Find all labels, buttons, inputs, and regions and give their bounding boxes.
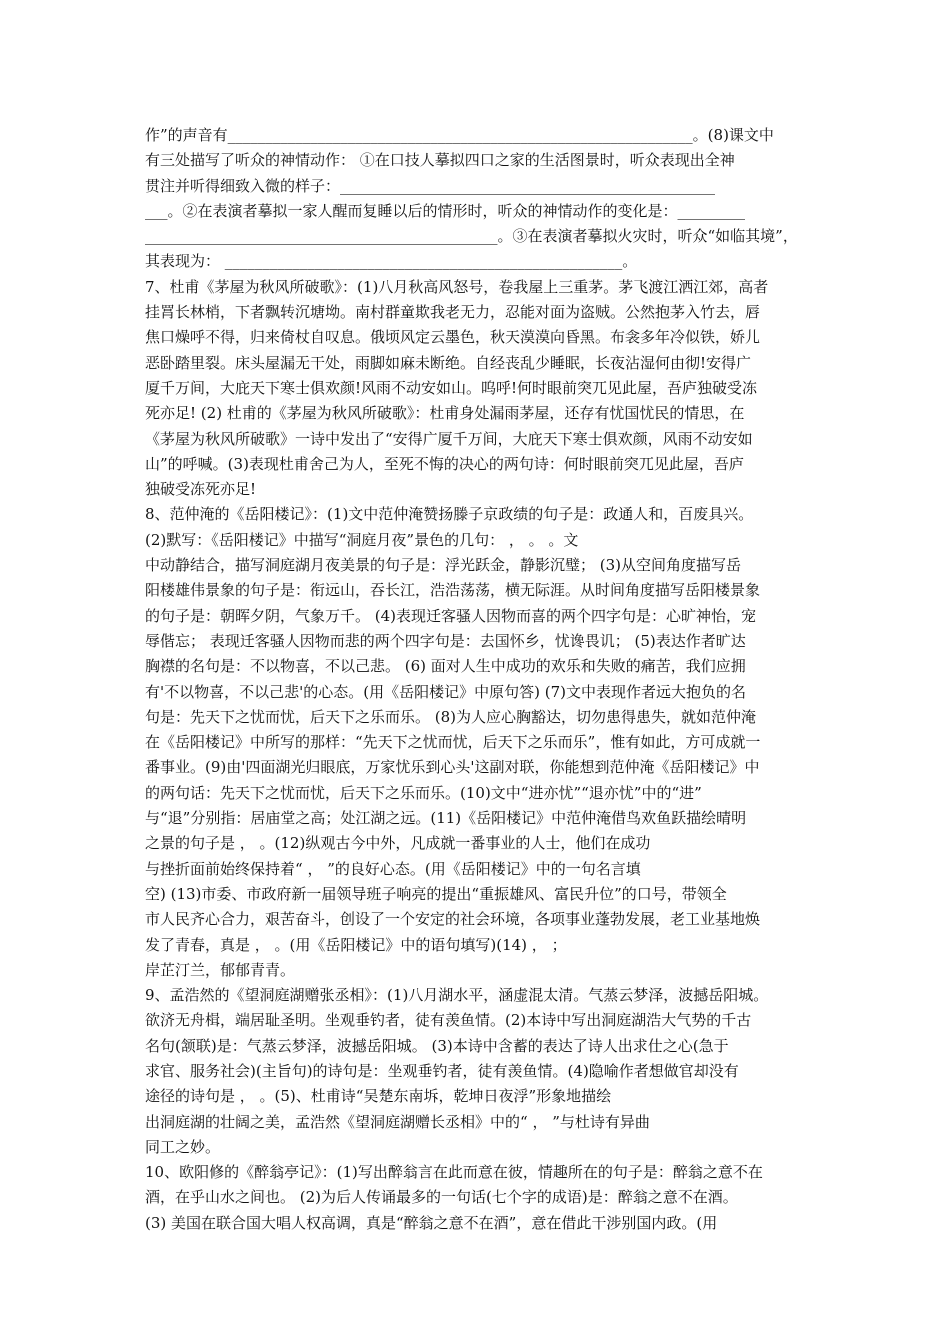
section-9-heading-line: 9、孟浩然的《望洞庭湖赠张丞相》：(1)八月湖水平，涵虚混太清。气蒸云梦泽，波撼岳阳城。 (145, 986, 769, 1005)
text-line: 与“退”分别指：居庙堂之高；处江湖之远。(11)《岳阳楼记》中范仲淹借鸟欢鱼跃描绘晴明 (145, 809, 747, 828)
text-line: 中动静结合，描写洞庭湖月夜美景的句子是：浮光跃金，静影沉璧； (3)从空间角度描写岳 (145, 556, 742, 575)
text-line: 欲济无舟楫，端居耻圣明。坐观垂钓者，徒有羡鱼情。(2)本诗中写出洞庭湖浩大气势的千古 (145, 1011, 752, 1030)
text-line: (2)默写：《岳阳楼记》中描写“洞庭月夜”景色的几句： ， 。 。文 (145, 530, 579, 549)
text-line: 求官、服务社会)(主旨句)的诗句是：坐观垂钓者，徒有羡鱼情。(4)隐喻作者想做官却没有 (145, 1061, 739, 1080)
text-line: 酒，在乎山水之间也。 (2)为后人传诵最多的一句话(七个字的成语)是：醉翁之意不在酒。 (145, 1188, 738, 1207)
text-line: 的两句话：先天下之忧而忧，后天下之乐而乐。(10)文中“进亦忧”“退亦忧”中的“进” (145, 783, 702, 802)
text-line: 《茅屋为秋风所破歌》一诗中发出了“安得广厦千万间，大庇天下寒士俱欢颜，风雨不动安如 (145, 429, 753, 448)
text-line: 市人民齐心合力，艰苦奋斗，创设了一个安定的社会环境，各项事业蓬勃发展，老工业基地焕 (145, 910, 761, 929)
section-7-heading-line: 7、杜甫《茅屋为秋风所破歌》：(1)八月秋高风怒号，卷我屋上三重茅。茅飞渡江洒江郊，高者 (145, 277, 769, 296)
text-line: 句是：先天下之忧而忧，后天下之乐而乐。 (8)为人应心胸豁达，切勿患得患失，就如范仲淹 (145, 707, 757, 726)
text-line: (3) 美国在联合国大唱人权高调，真是“醉翁之意不在酒”，意在借此干涉别国内政。(用 (145, 1213, 718, 1232)
text-line: 焦口燥呼不得，归来倚杖自叹息。俄顷风定云墨色，秋天漠漠向昏黑。布衾多年冷似铁，娇儿 (145, 328, 761, 347)
text-line: 厦千万间，大庇天下寒士俱欢颜!风雨不动安如山。呜呼!何时眼前突兀见此屋，吾庐独破受冻 (145, 378, 758, 397)
text-line: _______________________________________________。③在表演者摹拟火灾时，听众“如临其境”， (145, 227, 798, 246)
text-line: 在《岳阳楼记》中所写的那样：“先天下之忧而忧，后天下之乐而乐”，惟有如此，方可成就一 (145, 733, 761, 752)
text-line: 发了青春，真是 ， 。(用《岳阳楼记》中的语句填写)(14) ， ； (145, 935, 567, 954)
text-line: 死亦足! (2) 杜甫的《茅屋为秋风所破歌》：杜甫身处漏雨茅屋，还存有忧国忧民的情思，在 (145, 404, 745, 423)
text-line: 辱偕忘； 表现迁客骚人因物而悲的两个四字句是：去国怀乡，忧谗畏讥； (5)表达作者旷达 (145, 631, 746, 650)
document-body (145, 123, 810, 1236)
text-line: 阳楼雄伟景象的句子是：衔远山，吞长江，浩浩荡荡，横无际涯。从时间角度描写岳阳楼景象 (145, 581, 761, 600)
text-line: 独破受冻死亦足! (145, 480, 257, 499)
text-line: 同工之妙。 (145, 1137, 221, 1156)
text-line: 之景的句子是 ， 。(12)纵观古今中外，凡成就一番事业的人士，他们在成功 (145, 834, 651, 853)
text-line: 的句子是：朝晖夕阴，气象万千。 (4)表现迁客骚人因物而喜的两个四字句是：心旷神怡，宠 (145, 606, 757, 625)
text-line: 有三处描写了听众的神情动作： ①在口技人摹拟四口之家的生活图景时，听众表现出全神 (145, 151, 735, 170)
text-line: 有'不以物喜，不以己悲'的心态。(用《岳阳楼记》中原句答) (7)文中表现作者远大抱负的名 (145, 682, 746, 701)
text-line: 恶卧踏里裂。床头屋漏无干处，雨脚如麻未断绝。自经丧乱少睡眠，长夜沾湿何由彻!安得广 (145, 353, 752, 372)
text-line: 挂罥长林梢，下者飘转沉塘坳。南村群童欺我老无力，忍能对面为盗贼。公然抱茅入竹去，唇 (145, 303, 761, 322)
text-line: 作”的声音有______________________________________________________________。(8)课文中 (145, 126, 774, 144)
text-line: 番事业。(9)由'四面湖光归眼底，万家忧乐到心头'这副对联，你能想到范仲淹《岳阳楼记》中 (145, 758, 760, 777)
text-line: 贯注并听得细致入微的样子：__________________________________________________ (145, 176, 716, 195)
section-10-heading-line: 10、欧阳修的《醉翁亭记》：(1)写出醉翁言在此而意在彼，情趣所在的句子是：醉翁之意不在 (145, 1163, 763, 1182)
text-line: 岸芷汀兰，郁郁青青。 (145, 960, 296, 979)
text-line: 空) (13)市委、市政府新一届领导班子响亮的提出“重振雄风、富民升位”的口号，带领全 (145, 884, 727, 903)
text-line: 途径的诗句是 ， 。(5)、杜甫诗“吴楚东南坼，乾坤日夜浮”形象地描绘 (145, 1087, 612, 1106)
text-line: 胸襟的名句是：不以物喜，不以己悲。 (6) 面对人生中成功的欢乐和失败的痛苦，我们应拥 (145, 657, 746, 676)
section-8-heading-line: 8、范仲淹的《岳阳楼记》：(1)文中范仲淹赞扬滕子京政绩的句子是：政通人和，百废具兴。 (145, 505, 754, 524)
text-line: 与挫折面前始终保持着“ ， ”的良好心态。(用《岳阳楼记》中的一句名言填 (145, 859, 641, 878)
text-line: ___。②在表演者摹拟一家人醒而复睡以后的情形时，听众的神情动作的变化是：_________ (145, 201, 746, 220)
text-line: 出洞庭湖的壮阔之美，孟浩然《望洞庭湖赠长丞相》中的“ ， ”与杜诗有异曲 (145, 1112, 650, 1131)
text-line: 其表现为： _____________________________________________________。 (145, 252, 638, 271)
text-line: 名句(颔联)是：气蒸云梦泽，波撼岳阳城。 (3)本诗中含蓄的表达了诗人出求仕之心(急于 (145, 1036, 729, 1055)
text-line: 山”的呼喊。(3)表现杜甫舍己为人，至死不悔的决心的两句诗：何时眼前突兀见此屋，吾庐 (145, 454, 744, 473)
